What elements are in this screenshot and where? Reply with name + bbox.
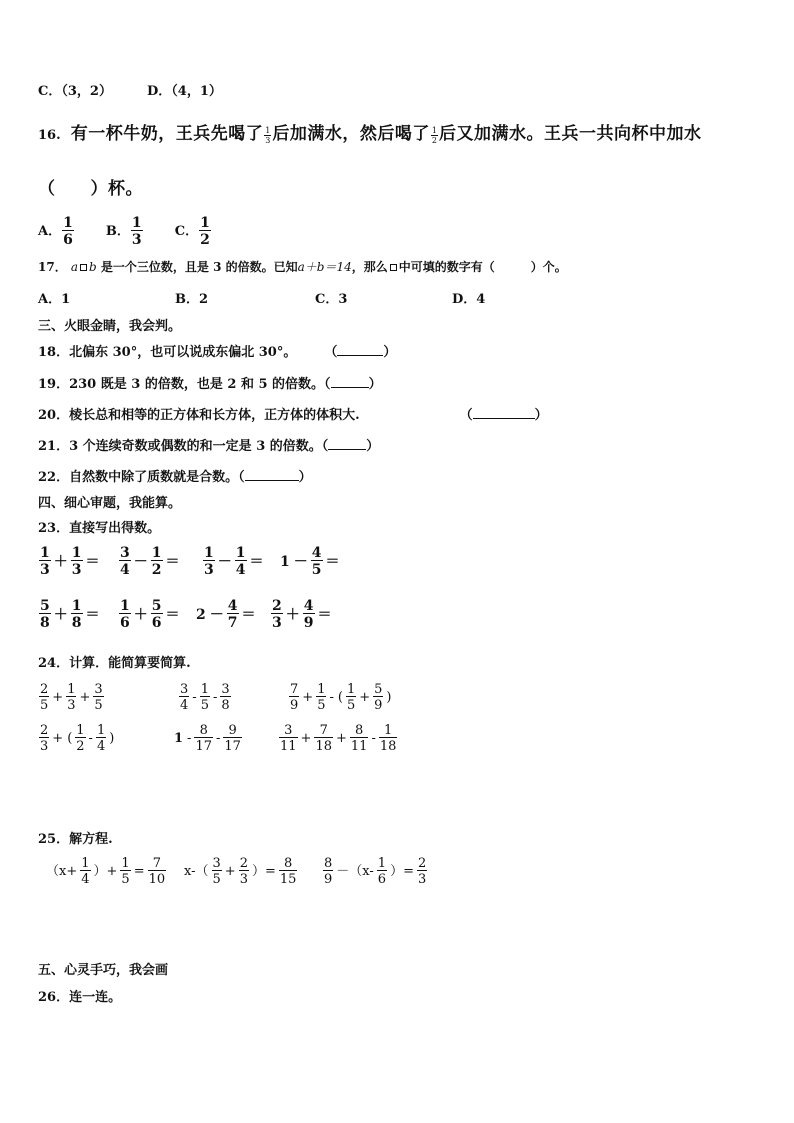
q16-stem-line2: （ ）杯。 [38, 179, 143, 199]
q23-expr-2: $\frac{3}{4}$ － $\frac{1}{2}$ ＝ [120, 545, 180, 578]
q16-fraction-2: $\frac{1}{2}$ [431, 125, 437, 145]
q23-expr-5: $\frac{5}{8}$ ＋ $\frac{1}{8}$ ＝ [40, 598, 100, 631]
section-5-heading: 五、心灵手巧，我会画 [38, 963, 169, 978]
q24-expr-5: 1 - $\frac{8}{17}$ - $\frac{9}{17}$ [174, 723, 241, 754]
q23-expr-8: $\frac{2}{3}$ ＋ $\frac{4}{9}$ ＝ [272, 598, 332, 631]
blank-box-icon [80, 264, 87, 271]
q16-option-b-fraction: $\frac{1}{3}$ [131, 215, 142, 248]
q16-option-c-label: C． [174, 224, 199, 239]
answer-blank[interactable] [473, 408, 535, 419]
q24-expr-3: $\frac{7}{9}$ + $\frac{1}{5}$ - ( $\frac{1}{5}$ + $\frac{5}{9}$ ) [290, 682, 392, 713]
q16-option-b-label: B． [105, 224, 130, 239]
q25-title: 25．解方程. [38, 832, 113, 847]
answer-blank[interactable] [328, 439, 366, 450]
q16-option-c-fraction: $\frac{1}{2}$ [200, 215, 210, 248]
q17-option-a: A．1 [38, 292, 71, 307]
q24-expr-2: $\frac{3}{4}$ - $\frac{1}{5}$ - $\frac{3}{8}$ [180, 682, 230, 713]
q16-text-2: 后加满水，然后喝了 [272, 124, 430, 144]
q23-expr-1: $\frac{1}{3}$ ＋ $\frac{1}{3}$ ＝ [40, 545, 100, 578]
q24-expr-1: $\frac{2}{5}$ + $\frac{1}{3}$ + $\frac{3}{5}$ [40, 682, 103, 713]
q17-text-1: 是一个三位数，且是 3 的倍数。已知 [100, 260, 298, 274]
q20: 20．棱长总和相等的正方体和长方体，正方体的体积大. （ ） [38, 408, 548, 423]
q25-equation-2: x-（ $\frac{3}{5}$ + $\frac{2}{3}$ ）= $\frac{8}{15}$ [184, 856, 297, 887]
answer-blank[interactable] [337, 345, 383, 356]
q24-expr-6: $\frac{3}{11}$ + $\frac{7}{18}$ + $\frac{8}{11}$ - $\frac{1}{18}$ [280, 723, 397, 754]
q21: 21．3 个连续奇数或偶数的和一定是 3 的倍数。（ ） [38, 439, 380, 454]
q17-option-b: B．2 [175, 292, 209, 307]
q23-expr-3: $\frac{1}{3}$ － $\frac{1}{4}$ ＝ [204, 545, 264, 578]
q17-equation: a＋b＝14 [297, 260, 352, 274]
q24-expr-4: $\frac{2}{3}$ + ( $\frac{1}{2}$ - $\frac{1}{4}$ ) [40, 723, 115, 754]
section-3-heading: 三、火眼金睛，我会判。 [38, 319, 182, 334]
blank-box-icon [390, 264, 397, 271]
q23-expr-7: 2 － $\frac{4}{7}$ ＝ [196, 598, 256, 631]
q15-option-c: C．（3，2） [38, 84, 112, 99]
q16-options [38, 216, 212, 247]
q19: 19．230 既是 3 的倍数，也是 2 和 5 的倍数。（ ） [38, 377, 382, 392]
q15-options [38, 85, 222, 98]
q17-number: 17． [38, 260, 67, 274]
q17-stem: 17． a b 是一个三位数，且是 3 的倍数。已知a＋b＝14，那么 中可填的数字有（ ）个。 [38, 260, 567, 274]
q23-expr-6: $\frac{1}{6}$ ＋ $\frac{5}{6}$ ＝ [120, 598, 180, 631]
q16-fraction-1: $\frac{1}{3}$ [265, 125, 271, 145]
q15-option-d: D．（4，1） [147, 84, 222, 99]
q25-equation-3: $\frac{8}{9}$ －（x- $\frac{1}{6}$ ）= $\frac{2}{3}$ [324, 856, 427, 887]
q23-title: 23．直接写出得数。 [38, 521, 161, 536]
q17-option-d: D．4 [452, 292, 486, 307]
q23-expr-4: 1 － $\frac{4}{5}$ ＝ [280, 545, 340, 578]
q22: 22．自然数中除了质数就是合数。（ ） [38, 470, 312, 485]
section-4-heading: 四、细心审题，我能算。 [38, 496, 182, 511]
q16-text-1: 有一杯牛奶，王兵先喝了 [70, 124, 264, 144]
answer-blank[interactable] [331, 377, 369, 388]
q17-option-c: C．3 [315, 292, 348, 307]
q16-number: 16. [38, 128, 61, 143]
answer-blank[interactable] [245, 470, 299, 481]
q16-option-a-label: A． [38, 224, 62, 239]
q24-title: 24．计算．能简算要简算. [38, 656, 191, 671]
q18: 18．北偏东 30°，也可以说成东偏北 30°。 （ ） [38, 345, 397, 360]
q16-stem [38, 126, 701, 145]
q16-text-3: 后又加满水。王兵一共向杯中加水 [438, 124, 702, 144]
q25-equation-1: （x+ $\frac{1}{4}$ ）+ $\frac{1}{5}$ = $\frac{7}{10}$ [46, 856, 166, 887]
q16-option-a-fraction: $\frac{1}{6}$ [63, 215, 73, 248]
q17-text-3: 中可填的数字有（ ）个。 [398, 260, 567, 274]
q26-title: 26．连一连。 [38, 990, 122, 1005]
